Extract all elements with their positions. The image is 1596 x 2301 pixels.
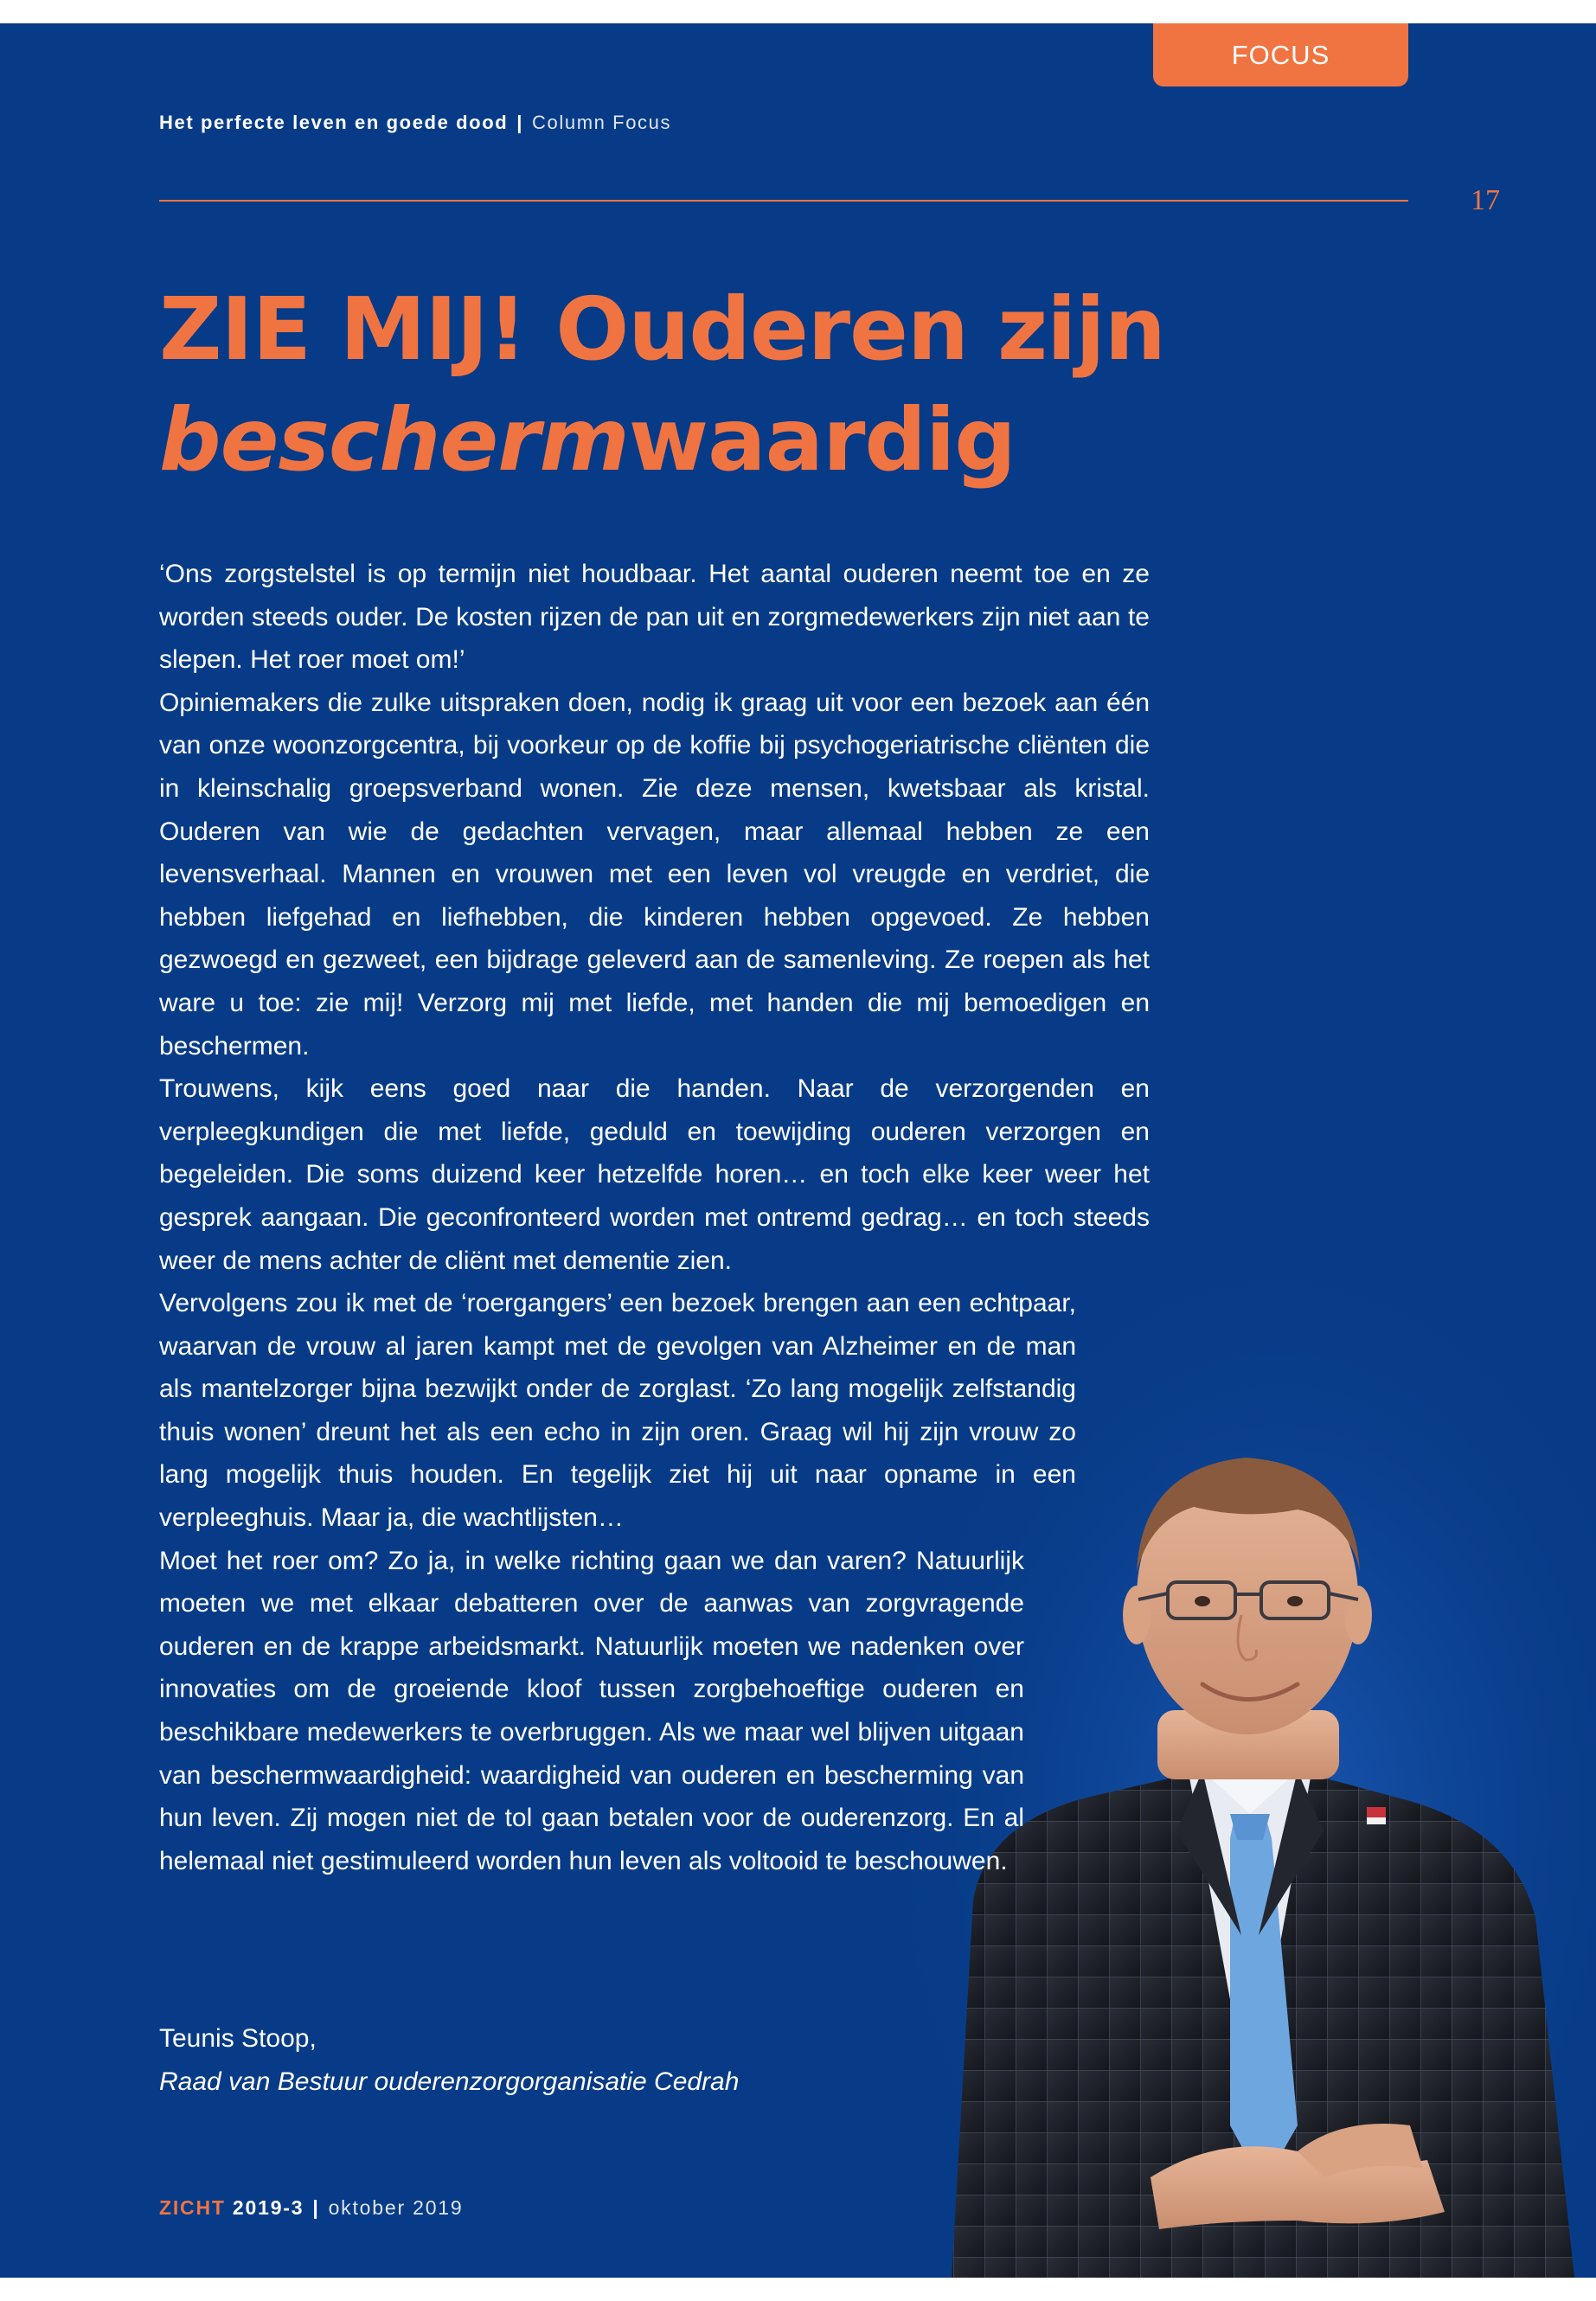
running-head [159,112,671,134]
running-head-separator: | [516,112,524,133]
footer-date: oktober 2019 [328,2196,464,2219]
running-title: Het perfecte leven en goede dood [159,112,509,133]
title-line-1: ZIE MIJ! Ouderen zijn [159,279,1165,380]
footer-issue: 2019-3 [232,2196,304,2219]
paragraph-caregiver: Vervolgens zou ik met de ‘roergangers’ een bezoek brengen aan een echtpaar, waarvan de vrouw al jaren kampt met de gevolgen van Alzheimer en de man als mantelzorger bijna bezwijkt onder de zorglast. ‘Zo lang mogelijk zelfstandig thuis wonen’ dreunt het als een echo in zijn oren. Graag wil hij zijn vrouw zo lang mogelijk thuis houden. En tegelijk ziet hij uit naar opname in een verpleeghuis. Maar ja, die wachtlijsten… [159,1289,1076,1533]
running-section: Column Focus [532,112,672,133]
author-signature [159,2017,739,2103]
author-name: Teunis Stoop, [159,2024,317,2053]
footer-brand: ZICHT [159,2196,226,2219]
header-rule [159,200,1408,202]
author-role: Raad van Bestuur ouderenzorgorganisatie Cedrah [159,2067,740,2096]
section-tab-label: FOCUS [1231,39,1330,70]
footer-separator: | [312,2196,320,2219]
article-body [159,553,1150,1882]
title-line-2 [159,385,1284,496]
page-footer [159,2196,463,2220]
page-number: 17 [1471,184,1500,216]
title-line-2-rest: waardig [628,389,1016,490]
magazine-page [0,23,1596,2278]
paragraph-hands: Trouwens, kijk eens goed naar die handen. Naar de verzorgenden en verpleegkundigen die met liefde, geduld en toewijding ouderen verzorgen en begeleiden. Die soms duizend keer hetzelfde horen… en toch elke keer weer het gesprek aangaan. Die geconfronteerd worden met ontremd gedrag… en toch steeds weer de mens achter de cliënt met dementie zien. [159,1074,1150,1275]
paragraph-intro-quote: ‘Ons zorgstelstel is op termijn niet houdbaar. Het aantal ouderen neemt toe en ze worden steeds ouder. De kosten rijzen de pan uit en zorgmedewerkers zijn niet aan te slepen. Het roer moet om!’ [159,560,1150,675]
article-title [159,274,1284,496]
paragraph-conclusion: Moet het roer om? Zo ja, in welke richting gaan we dan varen? Natuurlijk moeten we met elkaar debatteren over de aanwas van zorgvragende ouderen en de krappe arbeidsmarkt. Natuurlijk moeten we nadenken over innovaties om de groeiende kloof tussen zorgbehoeftige ouderen en beschikbare medewerkers te overbruggen. Als we maar wel blijven uitgaan van beschermwaardigheid: waardigheid van ouderen en bescherming van hun leven. Zij mogen niet de tol gaan betalen voor de ouderenzorg. En al helemaal niet gestimuleerd worden hun leven als voltooid te beschouwen. [159,1546,1024,1875]
paragraph-opinion-makers: Opiniemakers die zulke uitspraken doen, nodig ik graag uit voor een bezoek aan één van onze woonzorgcentra, bij voorkeur op de koffie bij psychogeriatrische cliënten die in kleinschalig groepsverband wonen. Zie deze mensen, kwetsbaar als kristal. Ouderen van wie de gedachten vervagen, maar allemaal hebben ze een levensverhaal. Mannen en vrouwen met een leven vol vreugde en verdriet, die hebben liefgehad en liefhebben, die kinderen hebben opgevoed. Ze hebben gezwoegd en gezweet, een bijdrage geleverd aan de samenleving. Ze roepen als het ware u toe: zie mij! Verzorg mij met liefde, met handen die mij bemoedigen en beschermen. [159,688,1150,1061]
title-line-2-italic: bescherm [159,389,629,490]
section-tab [1153,23,1408,87]
